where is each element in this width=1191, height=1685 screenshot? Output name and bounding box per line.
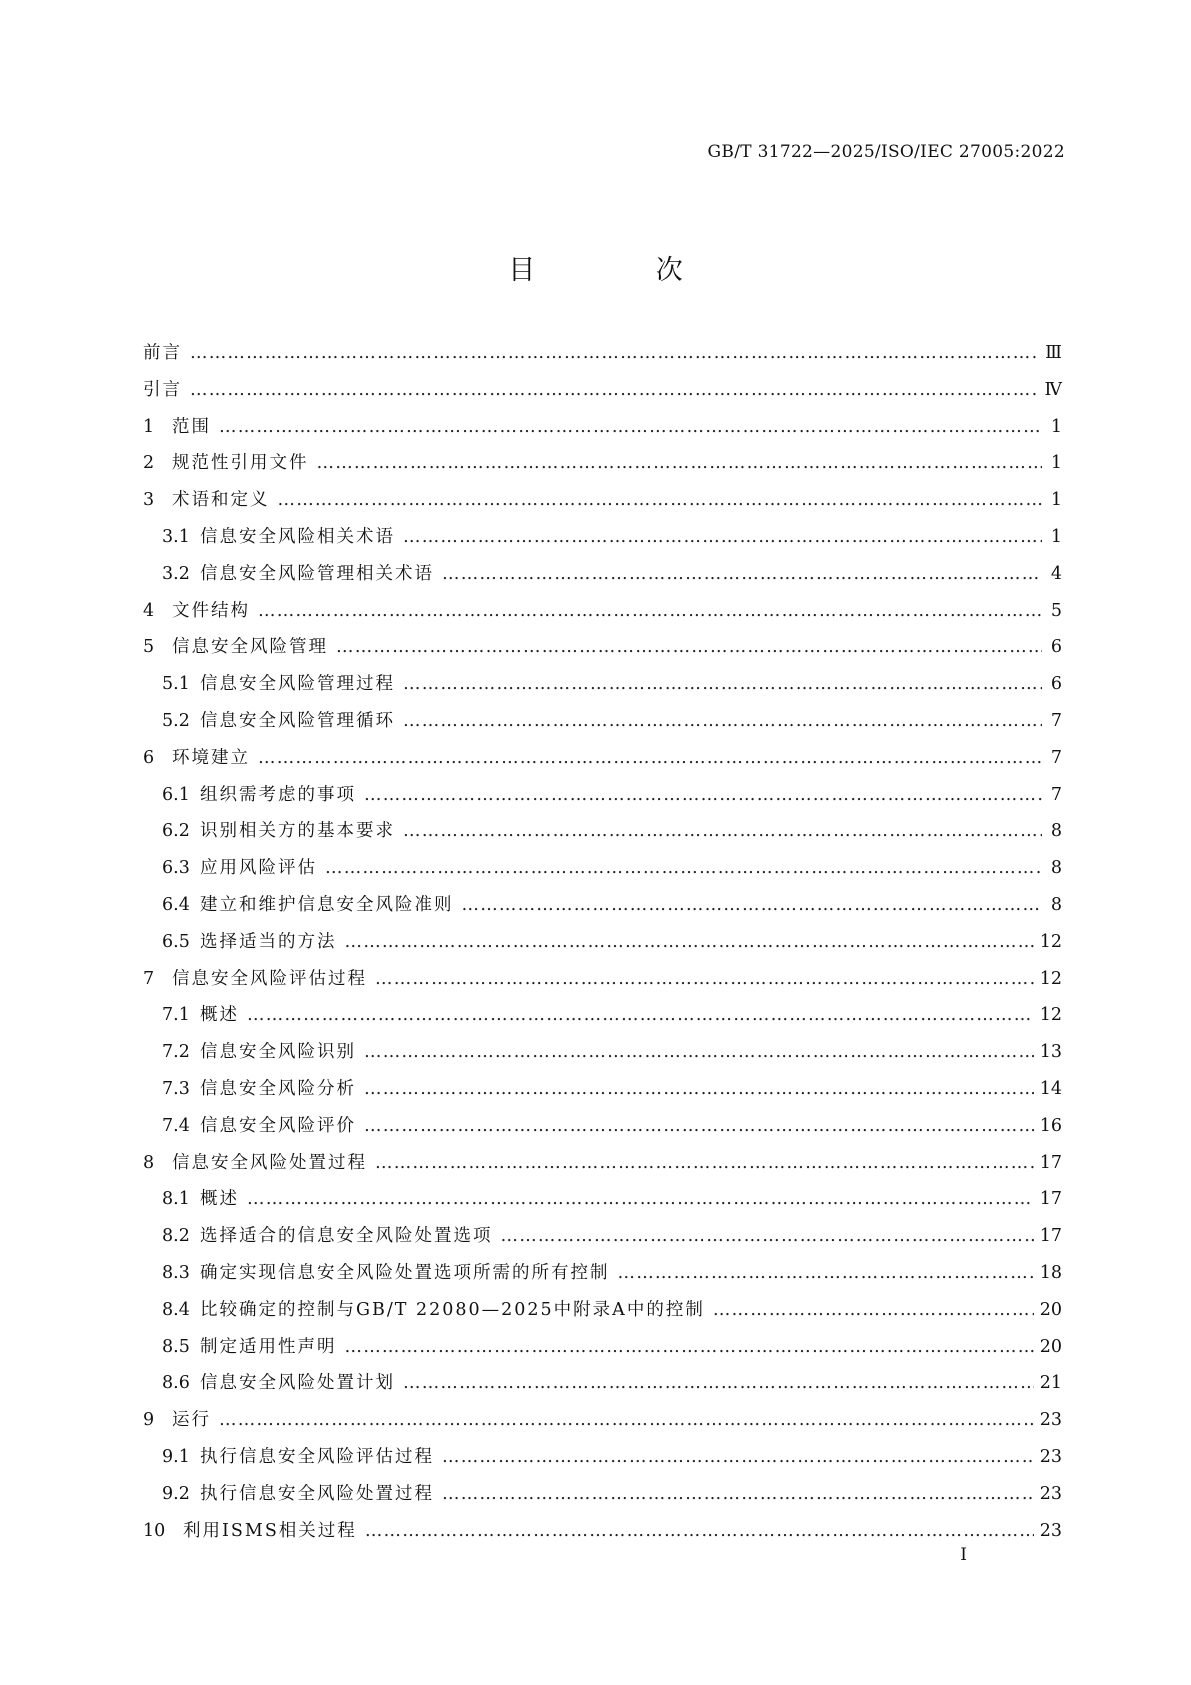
toc-leader-dots (501, 1226, 1034, 1246)
toc-entry[interactable] (143, 1038, 1062, 1075)
toc-entry-page: 1 (1050, 526, 1062, 547)
toc-entry-label: 概述 (200, 1005, 239, 1026)
toc-entry-label: 环境建立 (172, 747, 250, 768)
toc-entry-page: 6 (1050, 674, 1062, 695)
toc-entry-label: 文件结构 (172, 600, 250, 621)
page-number: I (960, 1545, 967, 1565)
toc-entry-label: 信息安全风险评估过程 (172, 968, 367, 989)
toc-entry[interactable] (143, 1222, 1062, 1259)
toc-entry-number: 7.2 (162, 1042, 190, 1063)
toc-entry-page: 23 (1039, 1446, 1062, 1467)
toc-leader-dots (190, 343, 1039, 363)
toc-entry-label: 范围 (172, 416, 211, 437)
toc-entry-number: 1 (143, 416, 155, 437)
toc-entry-label: 组织需考虑的事项 (200, 784, 356, 805)
toc-leader-dots (462, 895, 1043, 915)
toc-entry[interactable] (143, 523, 1062, 560)
toc-entry-page: 21 (1039, 1373, 1062, 1394)
toc-entry[interactable] (143, 339, 1062, 376)
toc-entry-label: 信息安全风险管理循环 (200, 710, 395, 731)
toc-leader-dots (364, 1116, 1034, 1136)
toc-entry-number: 7.1 (162, 1005, 190, 1026)
toc-entry-number: 9.1 (162, 1446, 190, 1467)
toc-entry-label: 信息安全风险分析 (200, 1078, 356, 1099)
toc-leader-dots (403, 674, 1042, 694)
toc-entry[interactable] (143, 597, 1062, 634)
toc-entry-page: 4 (1050, 563, 1062, 584)
toc-entry-label: 应用风险评估 (200, 858, 317, 879)
toc-entry-label: 信息安全风险处置计划 (200, 1373, 395, 1394)
toc-entry-page: 16 (1039, 1115, 1062, 1136)
toc-entry-number: 4 (143, 600, 155, 621)
toc-entry-label: 信息安全风险管理相关术语 (200, 563, 434, 584)
toc-entry-number: 3.2 (162, 563, 190, 584)
toc-title: 目 次 (508, 255, 739, 286)
toc-leader-dots (713, 1300, 1034, 1320)
toc-entry-number: 6.1 (162, 784, 190, 805)
toc-entry[interactable] (143, 670, 1062, 707)
toc-entry[interactable] (143, 817, 1062, 854)
toc-entry-number: 8 (143, 1152, 155, 1173)
toc-leader-dots (278, 490, 1043, 510)
toc-leader-dots (258, 601, 1042, 621)
toc-entry-page: Ⅲ (1045, 343, 1062, 363)
toc-leader-dots (442, 1484, 1034, 1504)
toc-entry-page: 6 (1050, 637, 1062, 658)
toc-entry-page: 17 (1039, 1189, 1062, 1210)
toc-entry-number: 7 (143, 968, 155, 989)
toc-leader-dots (442, 564, 1042, 584)
toc-entry-number: 10 (143, 1520, 166, 1541)
toc-entry[interactable] (143, 449, 1062, 486)
toc-entry-label: 建立和维护信息安全风险准则 (200, 894, 454, 915)
toc-entry-number: 2 (143, 453, 155, 474)
toc-entry-label: 概述 (200, 1189, 239, 1210)
toc-entry-page: 5 (1050, 600, 1062, 621)
toc-entry[interactable] (143, 781, 1062, 818)
toc-entry-page: 7 (1050, 747, 1062, 768)
toc-entry-page: 18 (1039, 1262, 1062, 1283)
toc-entry-number: 6.2 (162, 821, 190, 842)
toc-entry[interactable] (143, 854, 1062, 891)
toc-entry[interactable] (143, 633, 1062, 670)
toc-leader-dots (403, 527, 1042, 547)
toc-entry[interactable] (143, 1075, 1062, 1112)
toc-entry-label: 规范性引用文件 (172, 453, 309, 474)
toc-entry-label: 前言 (143, 343, 182, 363)
toc-entry-label: 信息安全风险识别 (200, 1042, 356, 1063)
toc-entry-number: 8.4 (162, 1299, 190, 1320)
toc-leader-dots (336, 637, 1042, 657)
toc-entry-label: 确定实现信息安全风险处置选项所需的所有控制 (200, 1262, 610, 1283)
toc-leader-dots (364, 785, 1042, 805)
toc-leader-dots (365, 1521, 1034, 1541)
toc-entry[interactable] (143, 486, 1062, 523)
toc-entry-number: 7.3 (162, 1078, 190, 1099)
toc-entry-number: 5 (143, 637, 155, 658)
toc-entry-page: 14 (1039, 1078, 1062, 1099)
toc-leader-dots (403, 711, 1042, 731)
toc-leader-dots (375, 969, 1034, 989)
toc-entry-page: 7 (1050, 710, 1062, 731)
toc-entry-label: 信息安全风险相关术语 (200, 526, 395, 547)
toc-entry-label: 利用ISMS相关过程 (183, 1520, 357, 1541)
toc-leader-dots (219, 1410, 1034, 1430)
toc-entry-number: 6.5 (162, 931, 190, 952)
toc-entry[interactable] (143, 744, 1062, 781)
toc-leader-dots (442, 1447, 1034, 1467)
toc-entry[interactable] (143, 1296, 1062, 1333)
toc-entry[interactable] (143, 1112, 1062, 1149)
toc-entry-label: 执行信息安全风险处置过程 (200, 1483, 434, 1504)
toc-entry-label: 制定适用性声明 (200, 1336, 337, 1357)
toc-entry-page: Ⅳ (1044, 379, 1062, 400)
toc-leader-dots (364, 1042, 1034, 1062)
toc-entry-label: 比较确定的控制与GB/T 22080—2025中附录A中的控制 (200, 1299, 705, 1320)
toc-entry[interactable] (143, 1369, 1062, 1406)
toc-entry[interactable] (143, 560, 1062, 597)
toc-entry[interactable] (143, 413, 1062, 450)
toc-entry-number: 9.2 (162, 1483, 190, 1504)
toc-entry-page: 8 (1050, 894, 1062, 915)
toc-leader-dots (345, 932, 1034, 952)
document-id-header: GB/T 31722—2025/ISO/IEC 27005:2022 (707, 142, 1065, 162)
toc-entry-page: 23 (1039, 1483, 1062, 1504)
toc-entry-page: 20 (1039, 1336, 1062, 1357)
toc-entry-number: 6.3 (162, 858, 190, 879)
toc-leader-dots (403, 821, 1042, 841)
toc-entry-number: 9 (143, 1410, 155, 1431)
toc-entry-number: 8.2 (162, 1226, 190, 1247)
toc-entry[interactable] (143, 1185, 1062, 1222)
toc-entry-page: 12 (1039, 968, 1062, 989)
toc-entry[interactable] (143, 376, 1062, 413)
toc-entry-label: 信息安全风险处置过程 (172, 1152, 367, 1173)
toc-leader-dots (618, 1263, 1034, 1283)
toc-entry-label: 信息安全风险评价 (200, 1115, 356, 1136)
toc-entry-label: 识别相关方的基本要求 (200, 821, 395, 842)
toc-entry[interactable] (143, 1406, 1062, 1443)
toc-entry-page: 23 (1039, 1520, 1062, 1541)
toc-entry[interactable] (143, 1333, 1062, 1370)
toc-entry-number: 3 (143, 490, 155, 511)
toc-entry-number: 8.6 (162, 1373, 190, 1394)
toc-entry[interactable] (143, 1149, 1062, 1186)
toc-entry-number: 8.3 (162, 1262, 190, 1283)
toc-entry-page: 1 (1050, 490, 1062, 511)
toc-entry-number: 8.5 (162, 1336, 190, 1357)
toc-entry-label: 运行 (172, 1410, 211, 1431)
toc-entry-page: 17 (1039, 1226, 1062, 1247)
toc-entry-page: 7 (1050, 784, 1062, 805)
toc-entry-page: 23 (1039, 1410, 1062, 1431)
toc-entry-page: 20 (1039, 1299, 1062, 1320)
toc-entry[interactable] (143, 1259, 1062, 1296)
toc-entry-page: 17 (1039, 1152, 1062, 1173)
toc-entry-label: 执行信息安全风险评估过程 (200, 1446, 434, 1467)
toc-leader-dots (375, 1153, 1034, 1173)
toc-entry-page: 1 (1050, 453, 1062, 474)
toc-leader-dots (258, 748, 1042, 768)
toc-entry-page: 8 (1050, 858, 1062, 879)
toc-entry[interactable] (143, 965, 1062, 1002)
table-of-contents (143, 339, 1062, 1553)
toc-leader-dots (247, 1005, 1034, 1025)
toc-entry-label: 选择适当的方法 (200, 931, 337, 952)
toc-entry-page: 8 (1050, 821, 1062, 842)
toc-leader-dots (364, 1079, 1034, 1099)
toc-leader-dots (403, 1373, 1034, 1393)
toc-entry[interactable] (143, 1480, 1062, 1517)
toc-entry-number: 3.1 (162, 526, 190, 547)
toc-entry-page: 1 (1050, 416, 1062, 437)
toc-entry-number: 5.2 (162, 710, 190, 731)
toc-entry[interactable] (143, 1001, 1062, 1038)
toc-entry-page: 13 (1039, 1042, 1062, 1063)
toc-entry-number: 8.1 (162, 1189, 190, 1210)
toc-entry[interactable] (143, 928, 1062, 965)
toc-entry[interactable] (143, 1443, 1062, 1480)
toc-leader-dots (247, 1189, 1034, 1209)
toc-entry-label: 引言 (143, 379, 182, 400)
toc-entry-label: 选择适合的信息安全风险处置选项 (200, 1226, 493, 1247)
toc-entry-number: 6.4 (162, 894, 190, 915)
toc-leader-dots (219, 417, 1042, 437)
toc-leader-dots (190, 380, 1039, 400)
toc-entry-number: 7.4 (162, 1115, 190, 1136)
toc-entry[interactable] (143, 1517, 1062, 1554)
toc-entry-number: 6 (143, 747, 155, 768)
toc-entry[interactable] (143, 707, 1062, 744)
toc-entry-number: 5.1 (162, 674, 190, 695)
toc-entry-label: 信息安全风险管理 (172, 637, 328, 658)
toc-leader-dots (325, 858, 1042, 878)
toc-entry-page: 12 (1039, 931, 1062, 952)
toc-entry-label: 术语和定义 (172, 490, 270, 511)
toc-entry[interactable] (143, 891, 1062, 928)
toc-leader-dots (345, 1337, 1034, 1357)
toc-leader-dots (317, 453, 1043, 473)
toc-entry-page: 12 (1039, 1005, 1062, 1026)
toc-entry-label: 信息安全风险管理过程 (200, 674, 395, 695)
